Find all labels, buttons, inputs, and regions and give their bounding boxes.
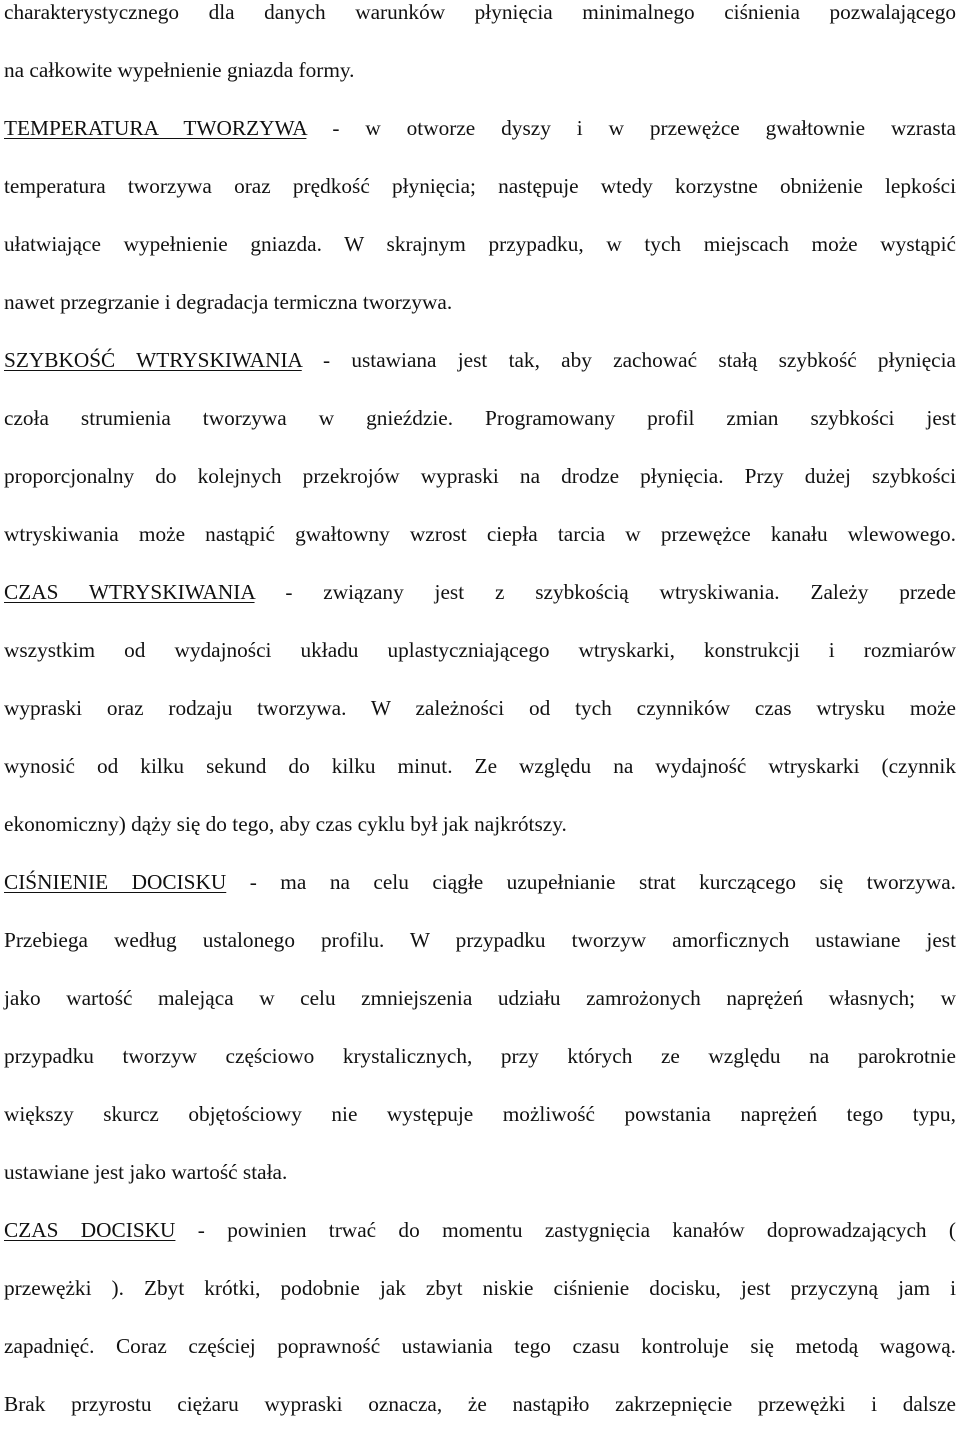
text-line (4, 1027, 956, 1085)
line-text: - związany jest z szybkością wtryskiwania. Zależy przede (254, 580, 956, 604)
line-text: - ma na celu ciągłe uzupełnianie strat kurczącego się tworzywa. (226, 870, 956, 894)
section-term: CZAS WTRYSKIWANIA (4, 580, 255, 604)
line-text: wynosić od kilku sekund do kilku minut. Ze względu na wydajność wtryskarki (czynnik (4, 754, 956, 778)
text-line (4, 1317, 956, 1375)
text-line (4, 157, 956, 215)
text-line (4, 737, 956, 795)
text-line (4, 1143, 956, 1201)
text-line (4, 215, 956, 273)
line-text: Przebiega według ustalonego profilu. W przypadku tworzyw amorficznych ustawiane jest (4, 928, 956, 952)
line-text: przypadku tworzyw częściowo krystalicznych, przy których ze względu na parokrotnie (4, 1044, 956, 1068)
text-line (4, 331, 956, 389)
text-line (4, 1375, 956, 1433)
text-line (4, 1201, 956, 1259)
line-text: zapadnięć. Coraz częściej poprawność ustawiania tego czasu kontroluje się metodą wagową. (4, 1334, 956, 1358)
line-text: - w otworze dyszy i w przewężce gwałtownie wzrasta (306, 116, 956, 140)
section-term: SZYBKOŚĆ WTRYSKIWANIA (4, 348, 302, 372)
text-line (4, 911, 956, 969)
text-line (4, 99, 956, 157)
text-line (4, 563, 956, 621)
section-term: CIŚNIENIE DOCISKU (4, 870, 227, 894)
section-term: CZAS DOCISKU (4, 1218, 176, 1242)
document-page (4, 0, 956, 1433)
line-text: Brak przyrostu ciężaru wypraski oznacza, że nastąpiło zakrzepnięcie przewężki i dalsze (4, 1392, 956, 1416)
line-text: nawet przegrzanie i degradacja termiczna tworzywa. (4, 290, 453, 314)
text-line (4, 505, 956, 563)
text-line (4, 679, 956, 737)
line-text: ustawiane jest jako wartość stała. (4, 1160, 288, 1184)
section-term: TEMPERATURA TWORZYWA (4, 116, 307, 140)
line-text: - powinien trwać do momentu zastygnięcia kanałów doprowadzających ( (175, 1218, 956, 1242)
line-text: wtryskiwania może nastąpić gwałtowny wzrost ciepła tarcia w przewężce kanału wlewowego. (4, 522, 956, 546)
line-text: charakterystycznego dla danych warunków płynięcia minimalnego ciśnienia pozwalającego (4, 0, 956, 24)
line-text: większy skurcz objętościowy nie występuje możliwość powstania naprężeń tego typu, (4, 1102, 956, 1126)
text-line (4, 621, 956, 679)
text-line (4, 273, 956, 331)
line-text: jako wartość malejąca w celu zmniejszenia udziału zamrożonych naprężeń własnych; w (4, 986, 956, 1010)
line-text: ekonomiczny) dąży się do tego, aby czas cyklu był jak najkrótszy. (4, 812, 567, 836)
text-line (4, 0, 956, 41)
line-text: proporcjonalny do kolejnych przekrojów wypraski na drodze płynięcia. Przy dużej szybkości (4, 464, 956, 488)
line-text: - ustawiana jest tak, aby zachować stałą szybkość płynięcia (301, 348, 956, 372)
text-line (4, 447, 956, 505)
line-text: temperatura tworzywa oraz prędkość płynięcia; następuje wtedy korzystne obniżenie lepkości (4, 174, 956, 198)
text-line (4, 969, 956, 1027)
line-text: ułatwiające wypełnienie gniazda. W skrajnym przypadku, w tych miejscach może wystąpić (4, 232, 956, 256)
text-line (4, 389, 956, 447)
text-line (4, 795, 956, 853)
line-text: czoła strumienia tworzywa w gnieździe. Programowany profil zmian szybkości jest (4, 406, 956, 430)
text-line (4, 853, 956, 911)
line-text: wszystkim od wydajności układu uplastyczniającego wtryskarki, konstrukcji i rozmiarów (4, 638, 956, 662)
line-text: przewężki ). Zbyt krótki, podobnie jak zbyt niskie ciśnienie docisku, jest przyczyną jam i (4, 1276, 956, 1300)
text-line (4, 1259, 956, 1317)
text-line (4, 41, 956, 99)
text-line (4, 1085, 956, 1143)
line-text: na całkowite wypełnienie gniazda formy. (4, 58, 355, 82)
line-text: wypraski oraz rodzaju tworzywa. W zależności od tych czynników czas wtrysku może (4, 696, 956, 720)
